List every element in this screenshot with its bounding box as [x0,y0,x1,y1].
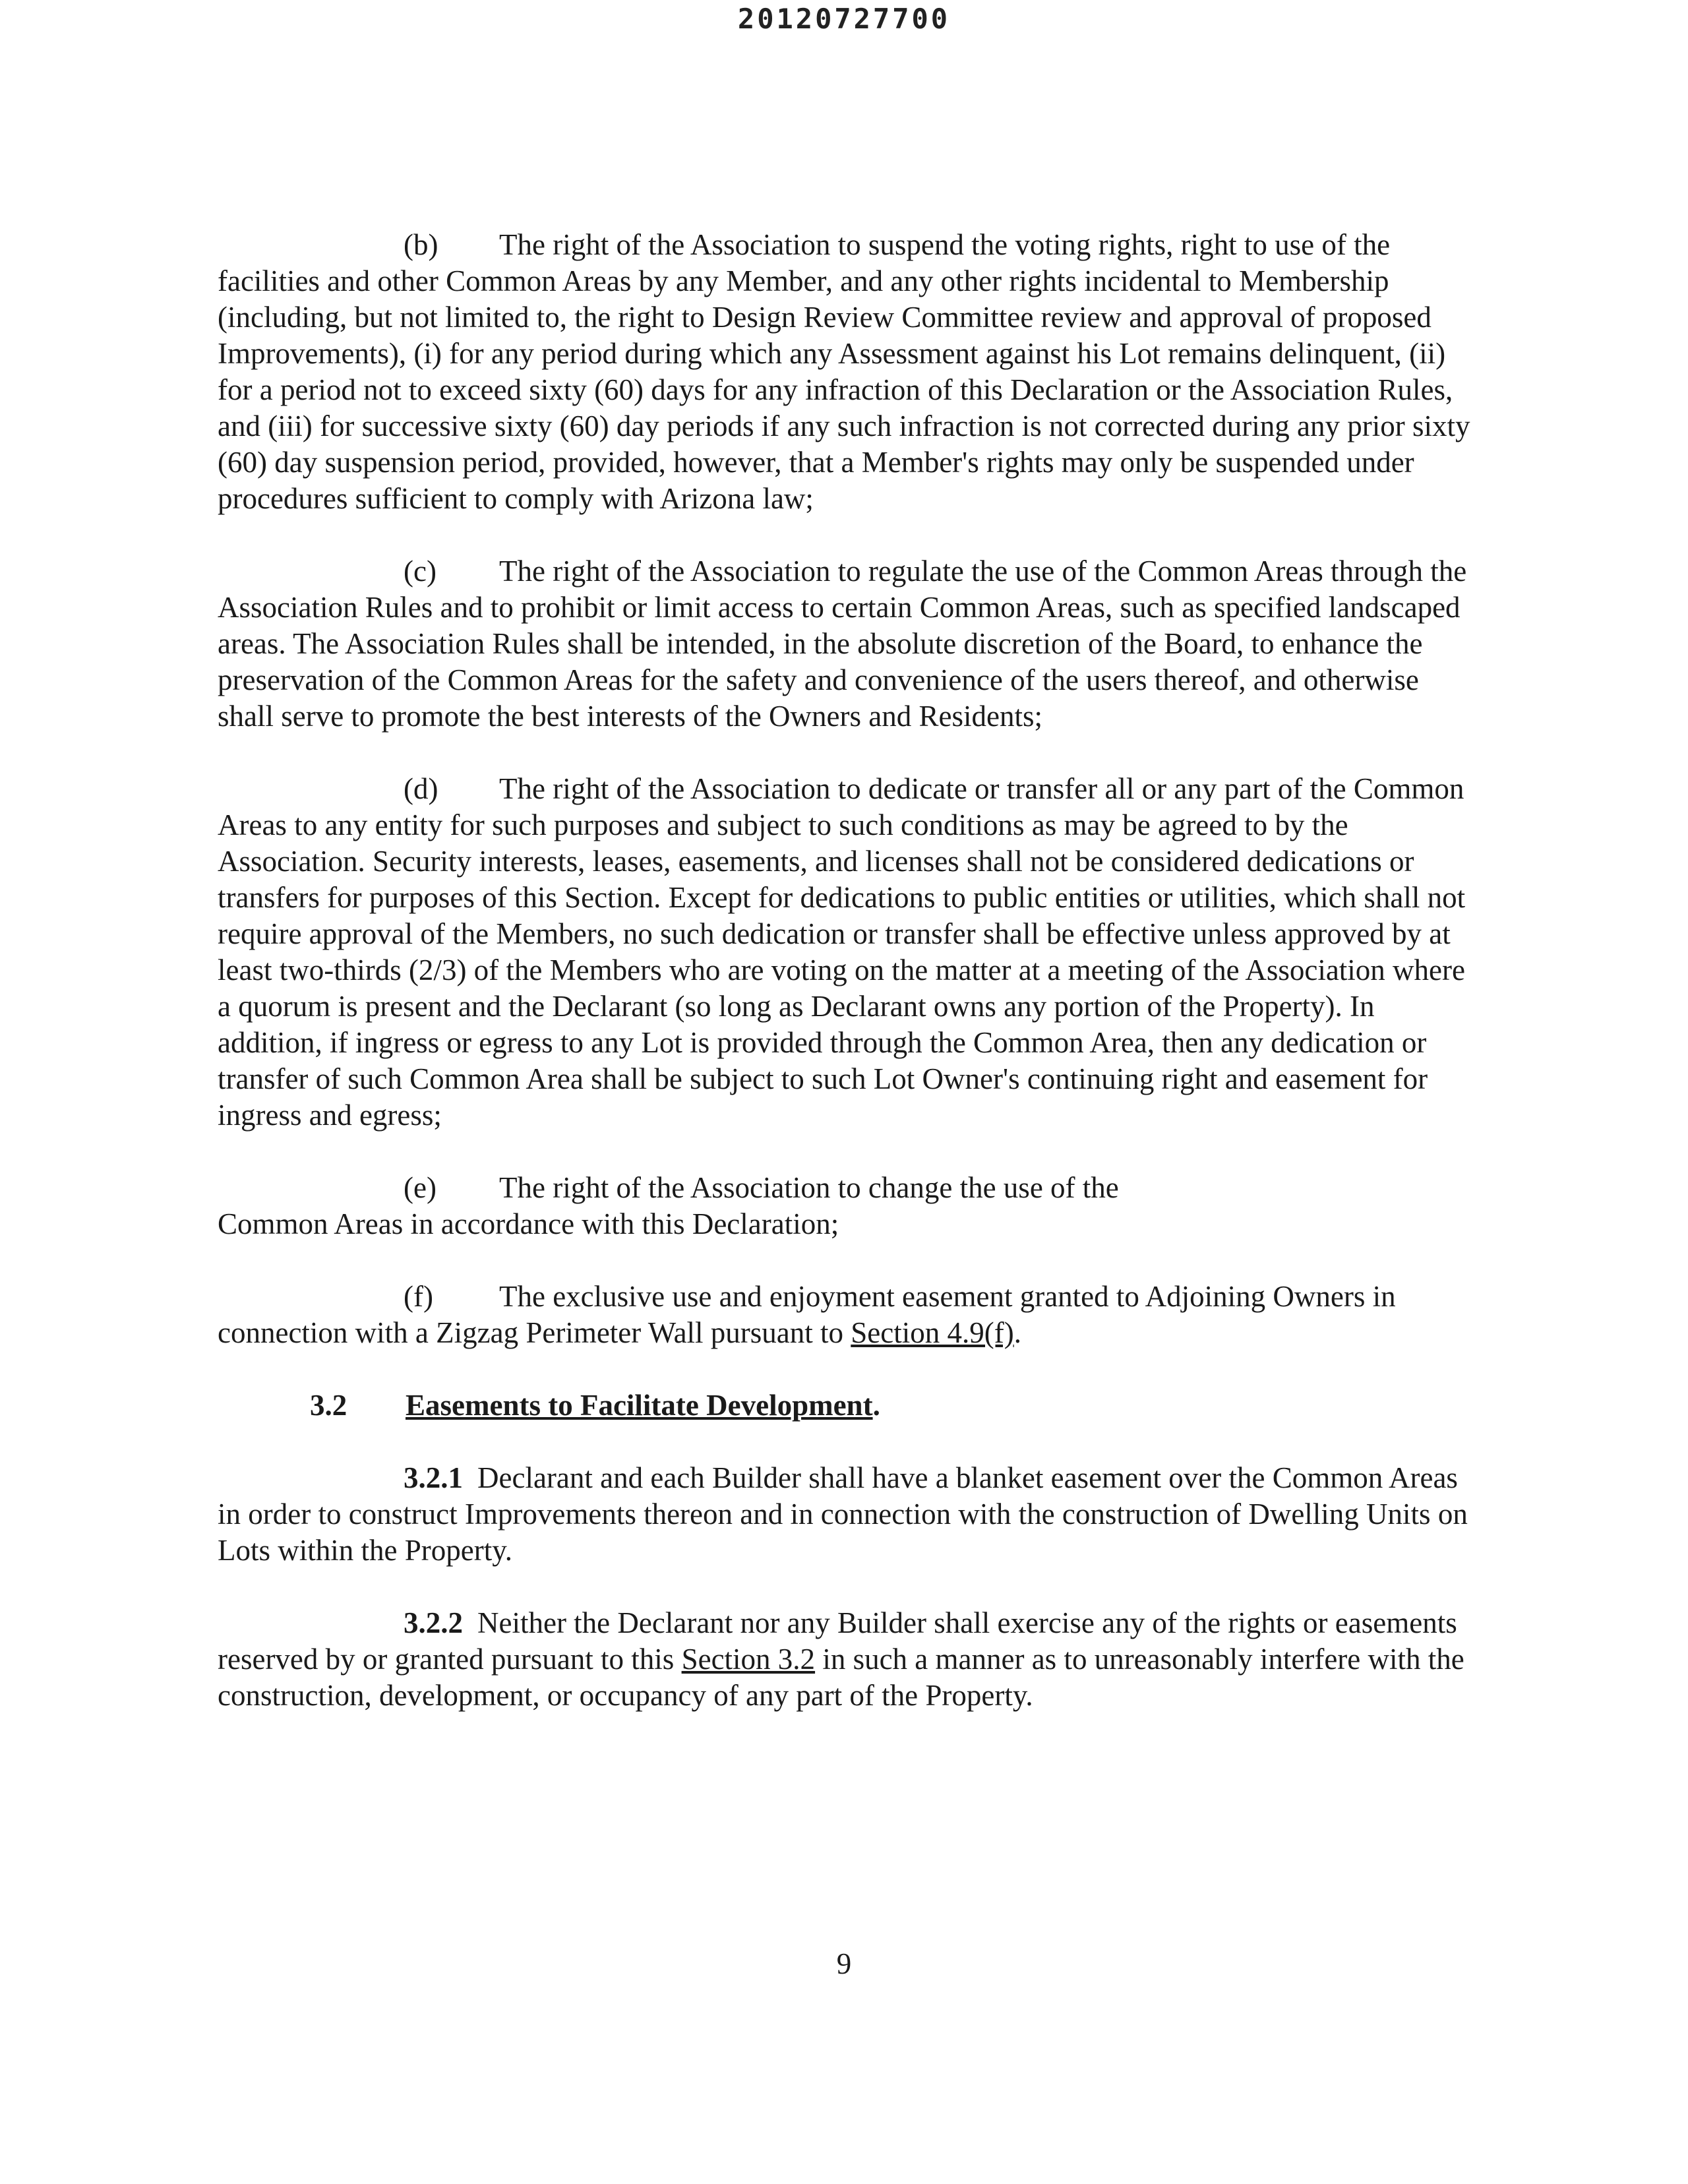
subsection-3-2-2-text: Neither the Declarant nor any Builder shall exercise any of the rights or easements reserved by or granted pursuant to this [218,1606,1457,1676]
subsection-3-2-2-text-end: in such a manner as to unreasonably interfere with the construction, development, or occupancy of any part of the Property. [218,1643,1464,1712]
section-number: 3.2 [310,1389,347,1422]
section-title-suffix: . [872,1389,880,1422]
paragraph-b [218,227,1470,517]
paragraph-e-text-line2: Common Areas in accordance with this Declaration; [218,1207,839,1240]
subsection-3-2-2-number: 3.2.2 [404,1606,463,1639]
paragraph-e [218,1170,1470,1242]
paragraph-d-text: The right of the Association to dedicate or transfer all or any part of the Common Areas to any entity for such purposes and subject to such conditions as may be agreed to by the Association. Security interests, leases, easements, and licenses shall not be considered dedications or transfers for purposes of this Section. Except for dedications to public entities or utilities, which shall not require approval of the Members, no such dedication or transfer shall be effective unless approved by at least two-thirds (2/3) of the Members who are voting on the matter at a meeting of the Association where a quorum is present and the Declarant (so long as Declarant owns any portion of the Property). In addition, if ingress or egress to any Lot is provided through the Common Area, then any dedication or transfer of such Common Area shall be subject to such Lot Owner's continuing right and easement for ingress and egress; [218,772,1466,1132]
paragraph-f-text-end: . [1013,1316,1021,1349]
paragraph-b-marker: (b) [404,228,438,261]
subsection-3-2-1-text: Declarant and each Builder shall have a blanket easement over the Common Areas in order to construct Improvements thereon and in connection with the construction of Dwelling Units on Lots within the Property. [218,1461,1468,1567]
paragraph-f [218,1279,1470,1351]
paragraph-c-text: The right of the Association to regulate the use of the Common Areas through the Association Rules and to prohibit or limit access to certain Common Areas, such as specified landscaped areas. The Association Rules shall be intended, in the absolute discretion of the Board, to enhance the preservation of the Common Areas for the safety and convenience of the users thereof, and otherwise shall serve to promote the best interests of the Owners and Residents; [218,555,1467,733]
section-4-9f-reference: Section 4.9(f) [851,1316,1014,1349]
paragraph-d-marker: (d) [404,772,438,805]
paragraph-d [218,771,1470,1134]
subsection-3-2-1 [218,1460,1470,1569]
paragraph-f-text: The exclusive use and enjoyment easement granted to Adjoining Owners in connection with a Zigzag Perimeter Wall pursuant to [218,1280,1396,1349]
page-number: 9 [836,1947,852,1980]
paragraph-c-marker: (c) [404,555,437,588]
document-body [218,227,1470,1750]
paragraph-c [218,553,1470,735]
subsection-3-2-2 [218,1605,1470,1714]
paragraph-b-text: The right of the Association to suspend the voting rights, right to use of the facilities and other Common Areas by any Member, and any other rights incidental to Membership (including, but not limited to, the right to Design Review Committee review and approval of proposed Improvements), (i) for any period during which any Assessment against his Lot remains delinquent, (ii) for a period not to exceed sixty (60) days for any infraction of this Declaration or the Association Rules, and (iii) for successive sixty (60) day periods if any such infraction is not corrected during any prior sixty (60) day suspension period, provided, however, that a Member's rights may only be suspended under procedures sufficient to comply with Arizona law; [218,228,1470,515]
document-number: 20120727700 [737,3,951,35]
section-title: Easements to Facilitate Development [406,1389,873,1422]
paragraph-f-marker: (f) [404,1280,433,1313]
section-3-2-reference: Section 3.2 [681,1643,816,1676]
paragraph-e-text-line1: The right of the Association to change the use of the [499,1171,1119,1204]
paragraph-e-marker: (e) [404,1171,437,1204]
section-heading [218,1387,1470,1424]
subsection-3-2-1-number: 3.2.1 [404,1461,463,1494]
